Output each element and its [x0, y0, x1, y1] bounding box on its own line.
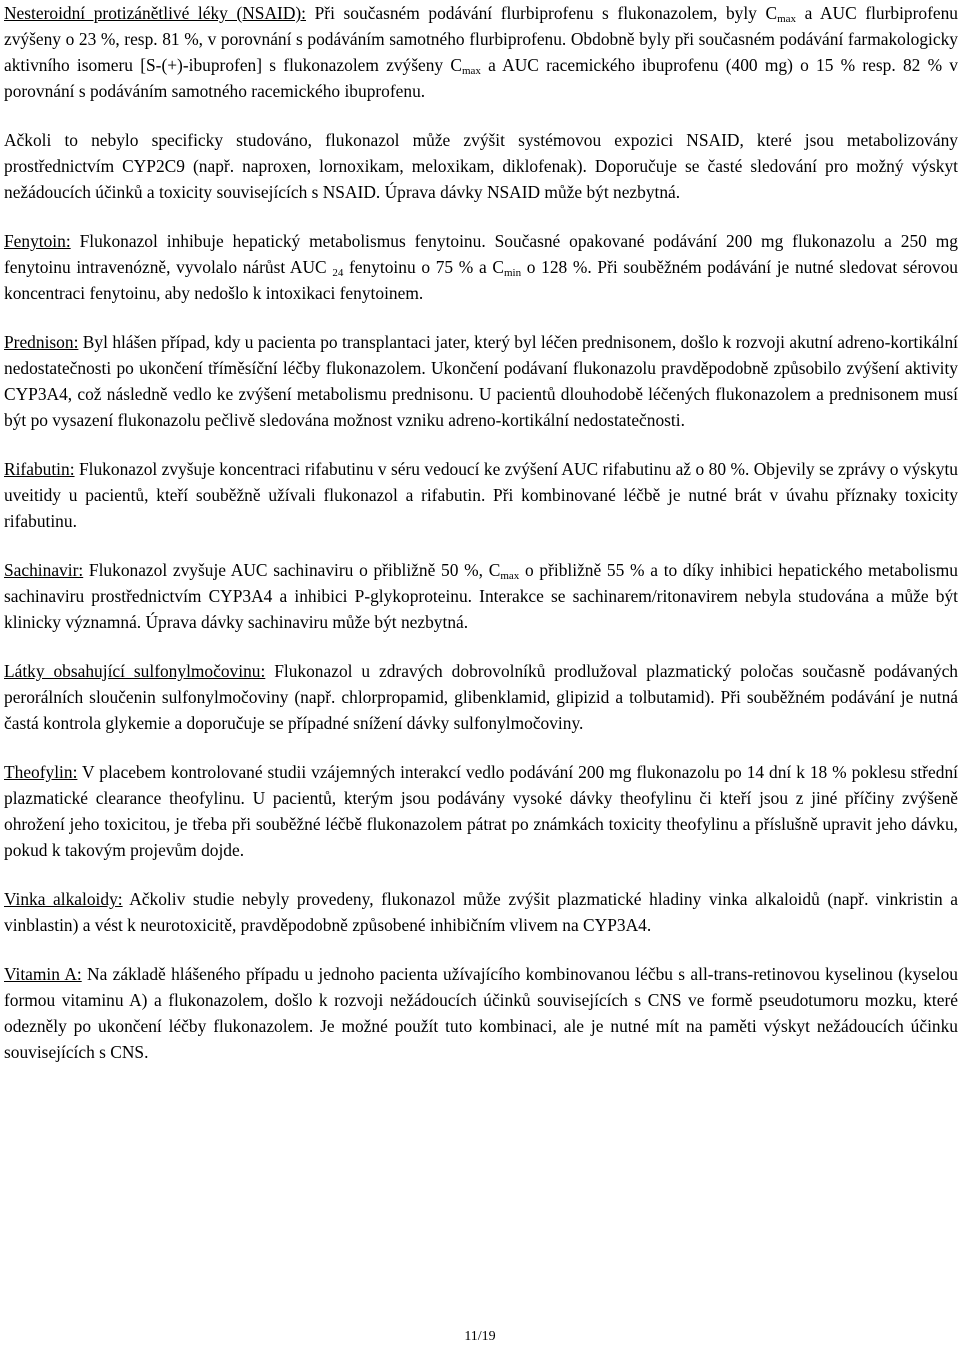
heading-nsaid: Nesteroidní protizánětlivé léky (NSAID): [4, 3, 307, 23]
page-number: 11/19 [464, 1329, 496, 1344]
paragraph-vitamin-a [4, 961, 958, 1065]
paragraph-nsaid-cyp2c9: Ačkoli to nebylo specificky studováno, flukonazol může zvýšit systémovou expozici NSAID, které jsou metabolizovány prostřednictvím CYP2C9 (např. naproxen, lornoxikam, meloxikam, diklofenak). Doporučuje se časté sledování pro možný výskyt nežádoucích účinků a toxicity souvisejících s NSAID. Úprava dávky NSAID může být nezbytná. [4, 130, 958, 202]
text-vinka-alkaloidy: Ačkoliv studie nebyly provedeny, flukonazol může zvýšit plazmatické hladiny vinka alkaloidů (např. vinkristin a vinblastin) a vést k neurotoxicitě, pravděpodobně způsobené inhibičním vlivem na CYP3A4. [4, 889, 958, 935]
paragraph-fenytoin [4, 228, 958, 306]
document-body [4, 0, 958, 1088]
text-nsaid-2: a AUC flurbiprofenu zvýšeny o 23 %, resp. 81 %, v porovnání s podáváním samotného flurbiprofenu. Obdobně byly při současném podávání farmakologicky aktivního isomeru [S-(+)-ibuprofen] s flukonazolem zvýšeny C [4, 3, 959, 75]
heading-vitamin-a: Vitamin A: [4, 964, 82, 984]
paragraph-sachinavir [4, 557, 958, 635]
text-theofylin: V placebem kontrolované studii vzájemných interakcí vedlo podávání 200 mg flukonazolu po 14 dní k 18 % poklesu střední plazmatické clearance theofylinu. U pacientů, kterým jsou podávány vysoké dávky theofylinu či kteří jsou z jiné příčiny zvýšeně ohrožení jeho toxicitou, je třeba při souběžné léčbě flukonazolem pátrat po známkách toxicity theofylinu a příslušně upravit jeho dávku, pokud k takovým projevům dojde. [4, 762, 958, 860]
subscript-min: min [503, 267, 522, 279]
text-sulfonylmocovina: Flukonazol u zdravých dobrovolníků prodlužoval plazmatický poločas současně podávaných perorálních sloučenin sulfonylmočoviny (např. chlorpropamid, glibenklamid, glipizid a tolbutamid). Při souběžném podávání je nutná častá kontrola glykemie a doporučuje se případné snížení dávky sulfonylmočoviny. [4, 661, 958, 733]
subscript-max: max [500, 570, 520, 582]
heading-sulfonylmocovina: Látky obsahující sulfonylmočovinu: [4, 661, 266, 681]
paragraph-theofylin [4, 759, 958, 863]
text-nsaid-1: Při současném podávání flurbiprofenu s flukonazolem, byly C [306, 3, 778, 23]
heading-vinka-alkaloidy: Vinka alkaloidy: [4, 889, 123, 909]
text-sachinavir-2: o přibližně 55 % a to díky inhibici hepatického metabolismu sachinaviru prostřednictvím CYP3A4 a inhibici P-glykoproteinu. Interakce se sachinarem/ritonavirem nebyla studována a může být klinicky významná. Úprava dávky sachinaviru může být nezbytná. [4, 560, 959, 632]
subscript-24: 24 [332, 267, 344, 279]
heading-theofylin: Theofylin: [4, 762, 78, 782]
text-vitamin-a: Na základě hlášeného případu u jednoho pacienta užívajícího kombinovanou léčbu s all-trans-retinovou kyselinou (kyselou formou vitaminu A) a flukonazolem, došlo k rozvoji nežádoucích účinků souvisejících s CNS ve formě pseudotumoru mozku, které odezněly po ukončení léčby flukonazolem. Je možné použít tuto kombinaci, ale je nutné mít na paměti výskyt nežádoucích účinku souvisejících s CNS. [4, 964, 958, 1062]
paragraph-prednison [4, 329, 958, 433]
heading-prednison: Prednison: [4, 332, 79, 352]
heading-fenytoin: Fenytoin: [4, 231, 71, 251]
subscript-max: max [461, 65, 481, 77]
text-fenytoin-2: fenytoinu o 75 % a C [343, 257, 504, 277]
text-rifabutin: Flukonazol zvyšuje koncentraci rifabutinu v séru vedoucí ke zvýšení AUC rifabutinu až o 80 %. Objevily se zprávy o výskytu uveitidy u pacientů, kteří souběžně užívali flukonazol a rifabutin. Při kombinované léčbě je nutné brát v úvahu příznaky toxicity rifabutinu. [4, 459, 958, 531]
text-fenytoin-1: Flukonazol inhibuje hepatický metabolismus fenytoinu. Současné opakované podávání 200 mg flukonazolu a 250 mg fenytoinu intravenózně, vyvolalo nárůst AUC [4, 231, 958, 277]
paragraph-rifabutin [4, 456, 958, 534]
paragraph-nsaid [4, 0, 958, 104]
paragraph-vinka-alkaloidy [4, 886, 958, 938]
heading-sachinavir: Sachinavir: [4, 560, 84, 580]
heading-rifabutin: Rifabutin: [4, 459, 75, 479]
text-fenytoin-3: o 128 %. Při souběžném podávání je nutné sledovat sérovou koncentraci fenytoinu, aby nedošlo k intoxikaci fenytoinem. [4, 257, 958, 303]
text-prednison: Byl hlášen případ, kdy u pacienta po transplantaci jater, který byl léčen prednisonem, došlo k rozvoji akutní adreno-kortikální nedostatečnosti po ukončení tříměsíční léčby flukonazolem. Ukončení podávaní flukonazolu pravděpodobně způsobilo zvýšení aktivity CYP3A4, což následně vedlo ke zvýšení metabolismu prednisonu. U pacientů dlouhodobě léčených flukonazolem a prednisonem musí být po vysazení flukonazolu pečlivě sledována možnost vzniku adreno-kortikální nedostatečnosti. [4, 332, 958, 430]
subscript-max: max [777, 13, 797, 25]
paragraph-sulfonylmocovina [4, 658, 958, 736]
text-sachinavir-1: Flukonazol zvyšuje AUC sachinaviru o přibližně 50 %, C [83, 560, 501, 580]
text-nsaid-3: a AUC racemického ibuprofenu (400 mg) o 15 % resp. 82 % v porovnání s podáváním samotného racemického ibuprofenu. [4, 55, 958, 101]
